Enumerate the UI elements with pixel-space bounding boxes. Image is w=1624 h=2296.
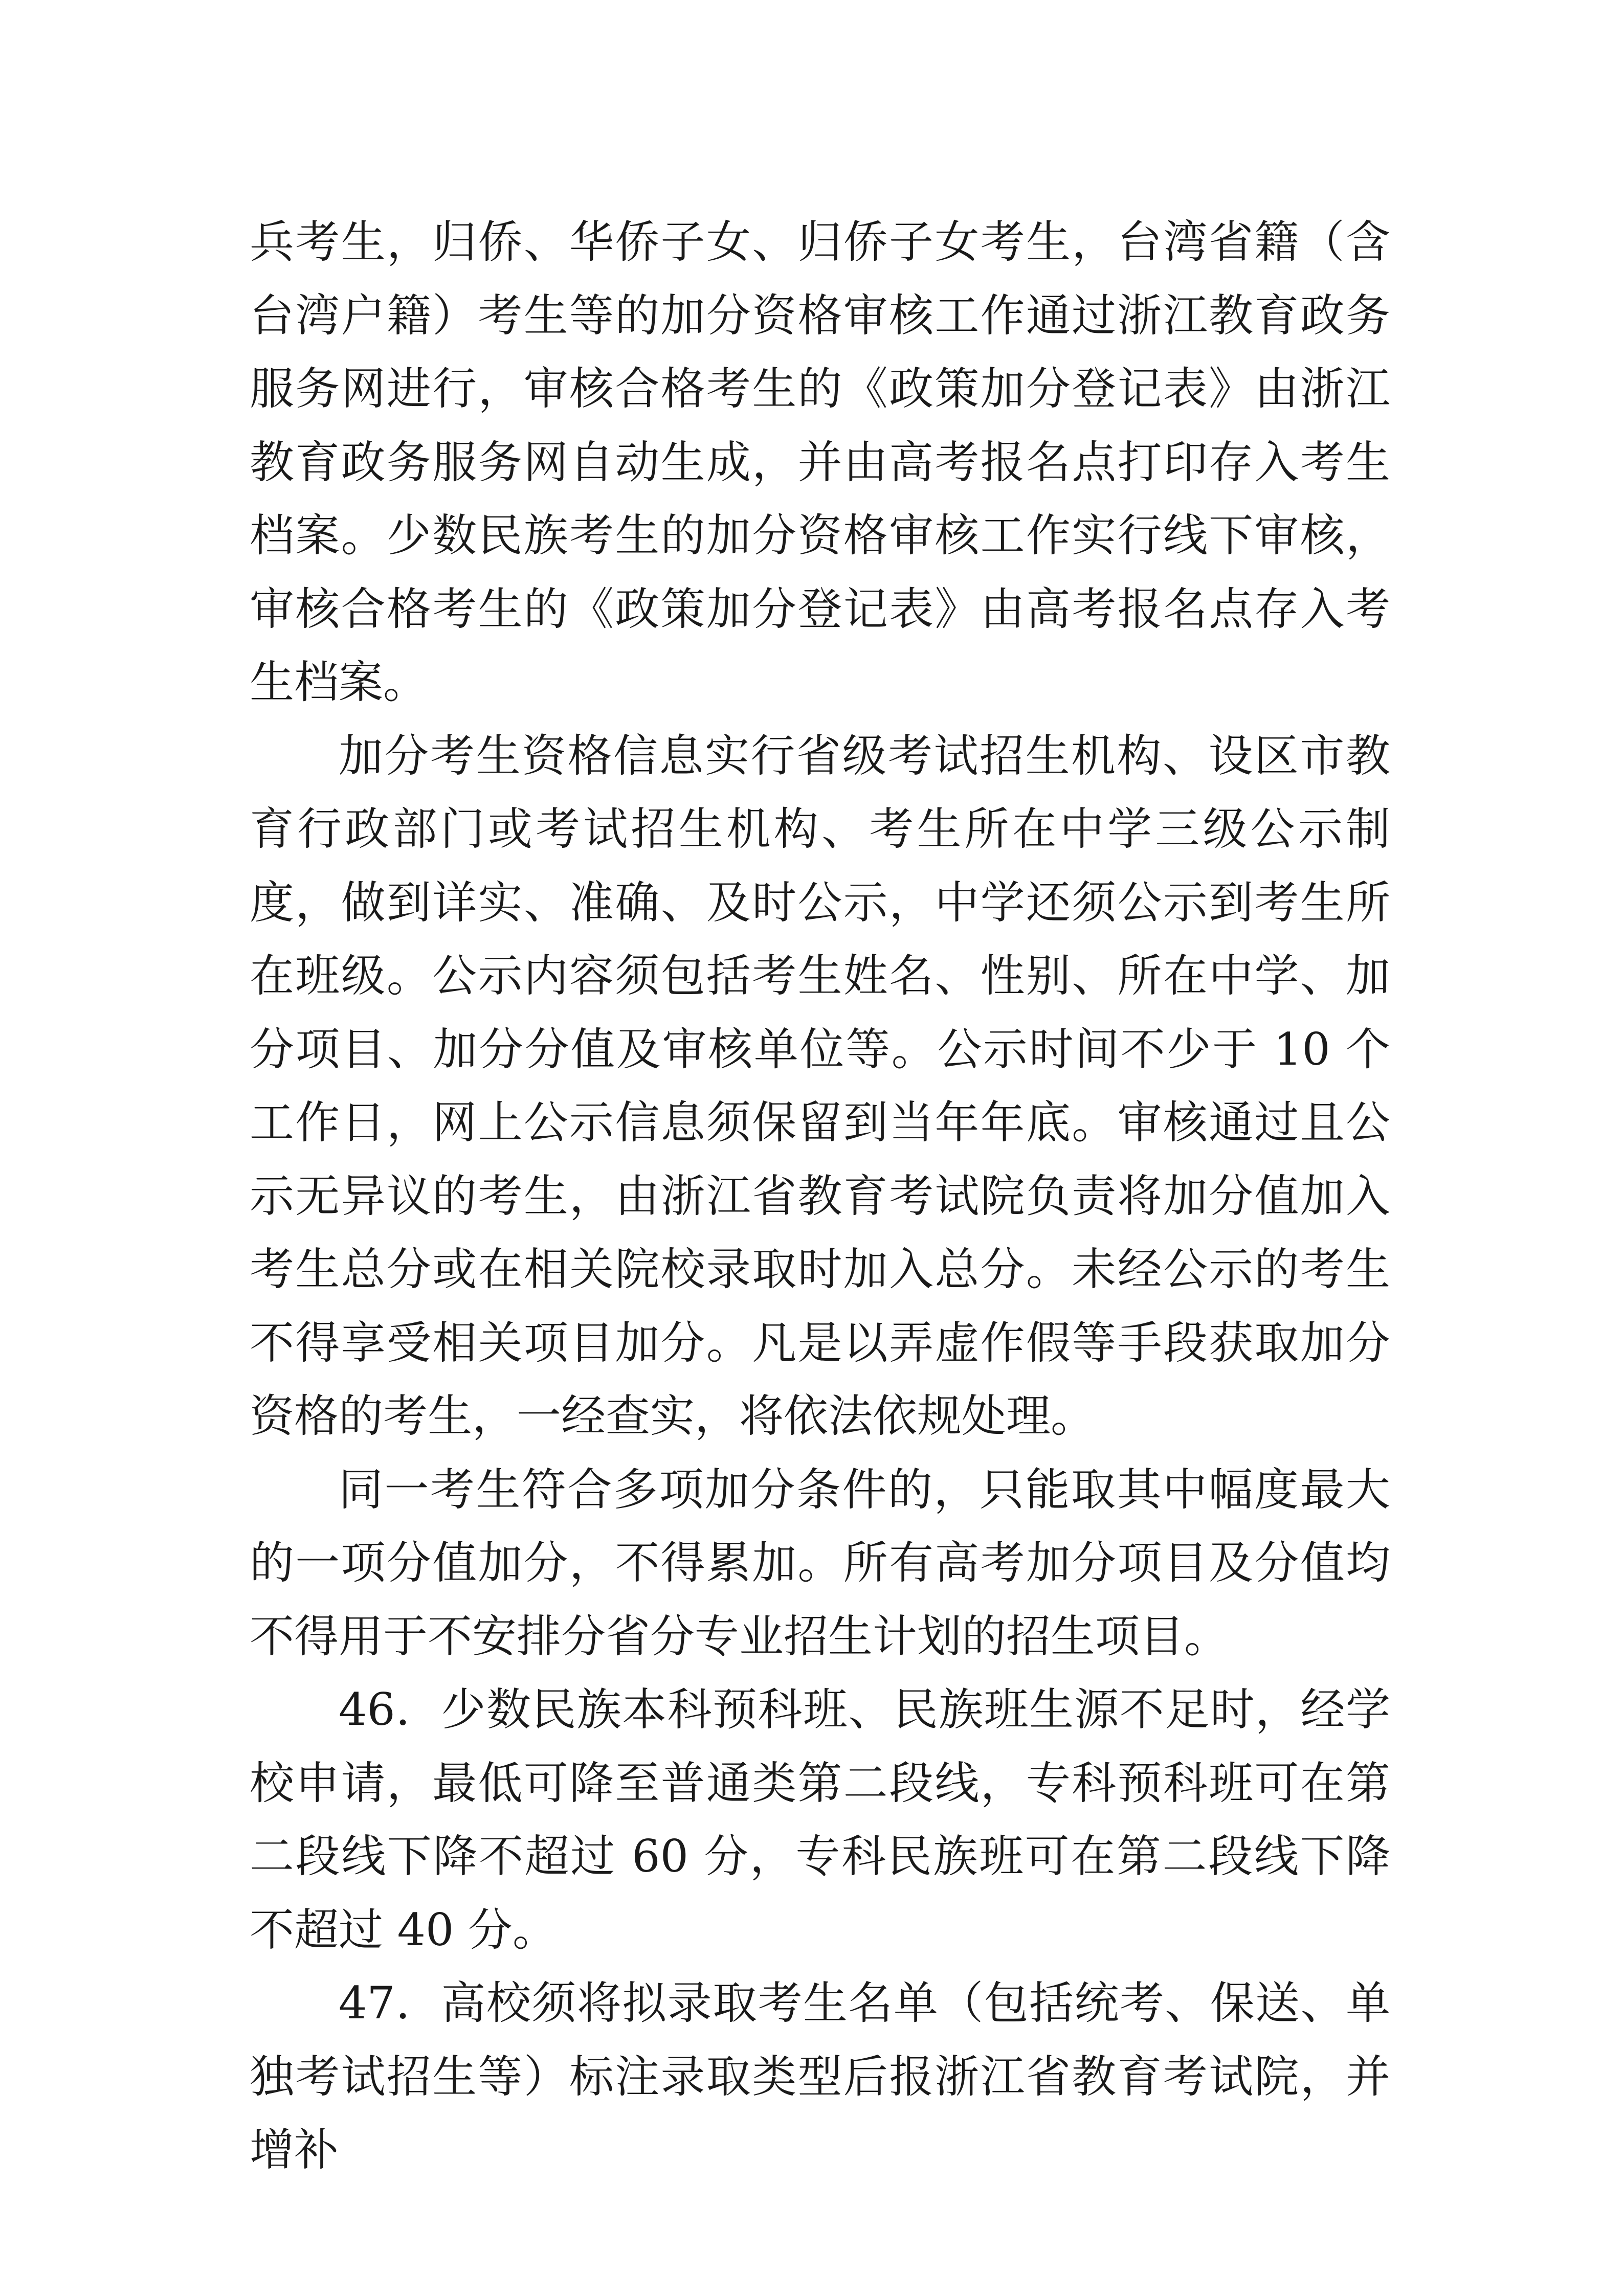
paragraph-bonus-review: 兵考生，归侨、华侨子女、归侨子女考生，台湾省籍（含台湾户籍）考生等的加分资格审核工作通过浙江教育政务服务网进行，审核合格考生的《政策加分登记表》由浙江教育政务服务网自动生成，并由高考报名点打印存入考生档案。少数民族考生的加分资格审核工作实行线下审核，审核合格考生的《政策加分登记表》由高考报名点存入考生档案。 bbox=[250, 216, 1390, 708]
document-body bbox=[250, 206, 1390, 2187]
paragraph-item-46: 46．少数民族本科预科班、民族班生源不足时，经学校申请，最低可降至普通类第二段线，专科预科班可在第二段线下降不超过 60 分，专科民族班可在第二段线下降不超过 40 分。 bbox=[250, 1683, 1390, 1956]
paragraph-no-cumulative-bonus: 同一考生符合多项加分条件的，只能取其中幅度最大的一项分值加分，不得累加。所有高考加分项目及分值均不得用于不安排分省分专业招生计划的招生项目。 bbox=[250, 1463, 1390, 1662]
paragraph-item-47: 47．高校须将拟录取考生名单（包括统考、保送、单独考试招生等）标注录取类型后报浙江省教育考试院，并增补 bbox=[250, 1977, 1390, 2176]
paragraph-public-notice: 加分考生资格信息实行省级考试招生机构、设区市教育行政部门或考试招生机构、考生所在中学三级公示制度，做到详实、准确、及时公示，中学还须公示到考生所在班级。公示内容须包括考生姓名、性别、所在中学、加分项目、加分分值及审核单位等。公示时间不少于 10 个工作日，网上公示信息须保留到当年年底。审核通过且公示无异议的考生，由浙江省教育考试院负责将加分值加入考生总分或在相关院校录取时加入总分。未经公示的考生不得享受相关项目加分。凡是以弄虚作假等手段获取加分资格的考生，一经查实，将依法依规处理。 bbox=[250, 729, 1390, 1442]
